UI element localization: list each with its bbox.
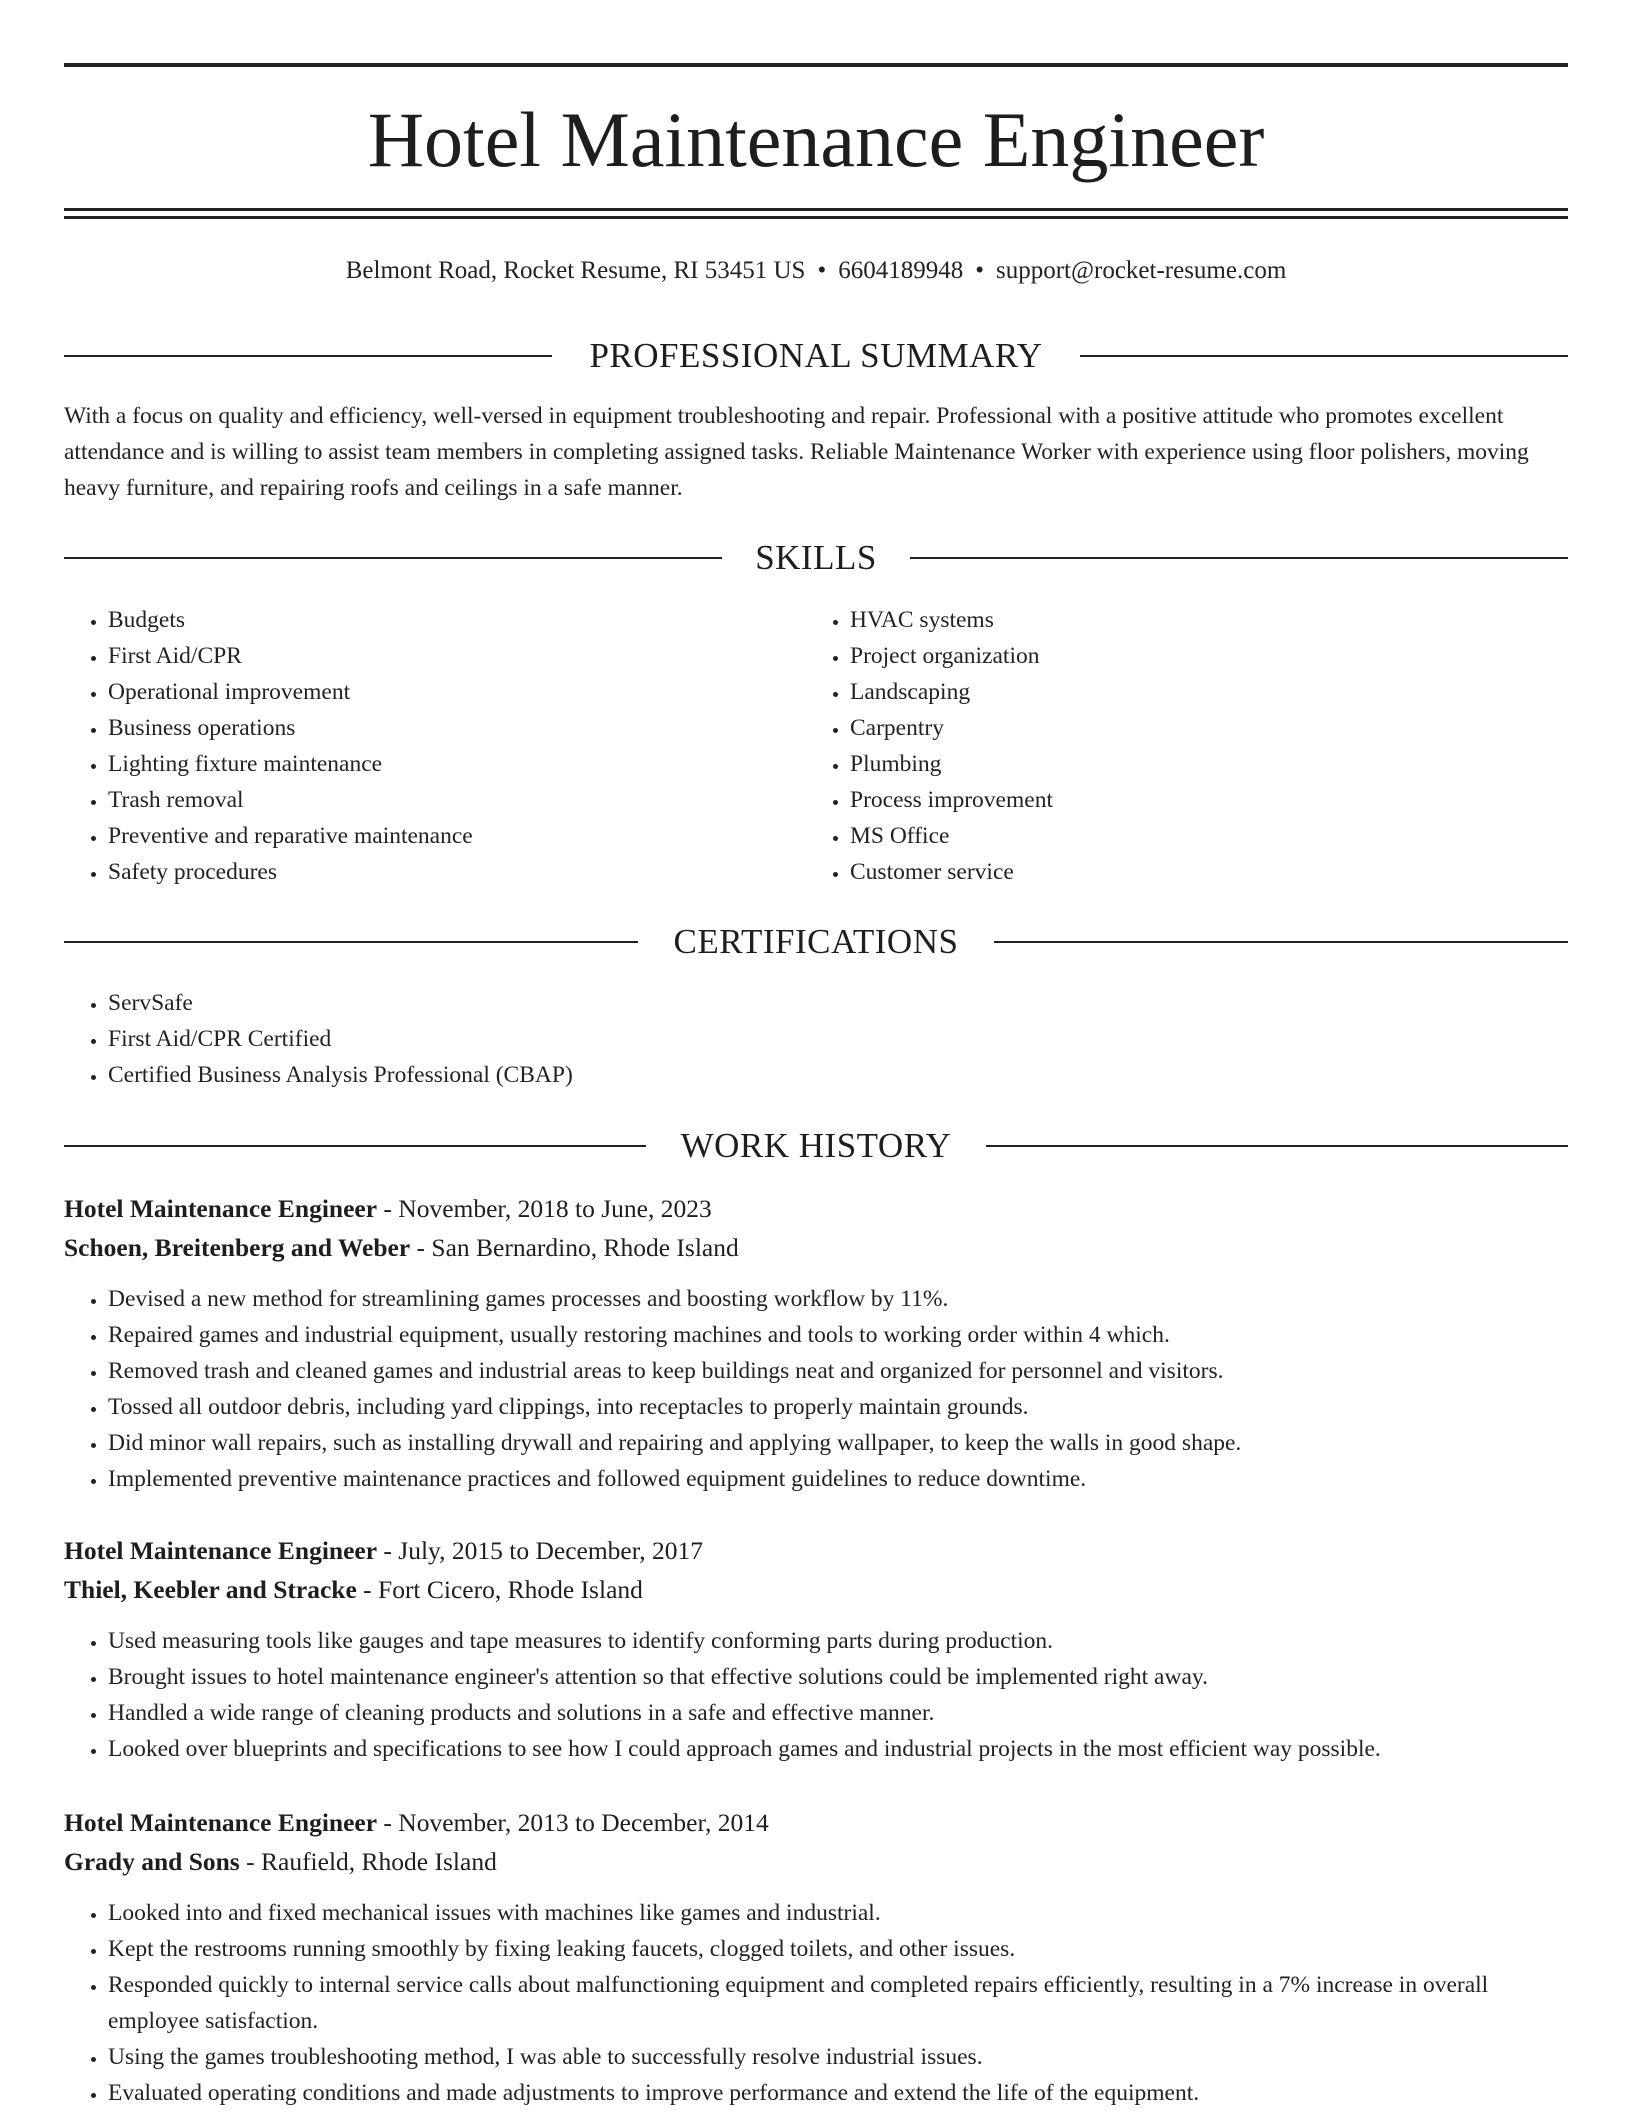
skill-item: • First Aid/CPR [108,638,473,674]
skill-item: • Lighting fixture maintenance [108,746,473,782]
job-entry [64,1190,1568,1497]
job-title-line [64,1532,1568,1570]
job-title-line [64,1190,1568,1228]
job-bullet: • Looked into and fixed mechanical issues with machines like games and industrial. [108,1895,1568,1931]
section-heading-skills [64,534,1568,582]
contact-separator: • [817,257,827,284]
job-company: Thiel, Keebler and Stracke [64,1575,357,1604]
job-title-line [64,1804,1568,1842]
job-bullet: • Implemented preventive maintenance practices and followed equipment guidelines to reduce downtime. [108,1461,1568,1497]
job-title: Hotel Maintenance Engineer [64,1808,378,1837]
skill-item: • HVAC systems [850,602,1053,638]
job-location: - Fort Cicero, Rhode Island [356,1575,643,1604]
job-bullet: • Removed trash and cleaned games and industrial areas to keep buildings neat and organized for personnel and visitors. [108,1353,1568,1389]
job-dates: - November, 2013 to December, 2014 [377,1808,769,1837]
skill-item: • Operational improvement [108,674,473,710]
section-heading-work-history [64,1122,1568,1170]
skill-item: • Process improvement [850,782,1053,818]
skill-item: • Budgets [108,602,473,638]
skill-item: • Project organization [850,638,1053,674]
contact-separator: • [975,257,984,284]
section-title: PROFESSIONAL SUMMARY [556,336,1075,375]
skill-item: • Customer service [850,854,1053,890]
job-title: Hotel Maintenance Engineer [64,1536,378,1565]
certification-item: • First Aid/CPR Certified [108,1021,573,1057]
header-bottom-rule-second [64,216,1568,219]
section-heading-summary [64,332,1568,380]
job-bullet: • Brought issues to hotel maintenance engineer's attention so that effective solutions could be implemented right away. [108,1659,1568,1695]
job-dates: - July, 2015 to December, 2017 [377,1536,703,1565]
section-title: SKILLS [722,538,910,577]
skill-item: • MS Office [850,818,1053,854]
skill-item: • Preventive and reparative maintenance [108,818,473,854]
section-title: CERTIFICATIONS [641,922,992,961]
job-bullet: • Devised a new method for streamlining games processes and boosting workflow by 11%. [108,1281,1568,1317]
job-company: Schoen, Breitenberg and Weber [64,1233,411,1262]
job-bullet: • Using the games troubleshooting method, I was able to successfully resolve industrial issues. [108,2039,1568,2075]
certifications-list [64,985,573,1093]
job-entry [64,1532,1568,1767]
job-title: Hotel Maintenance Engineer [64,1194,378,1223]
section-title: WORK HISTORY [648,1126,985,1165]
contact-email: support@rocket-resume.com [995,257,1287,284]
skills-column-left [64,602,473,890]
job-company-line [64,1229,1568,1267]
skill-item: • Safety procedures [108,854,473,890]
job-bullet: • Used measuring tools like gauges and tape measures to identify conforming parts during production. [108,1623,1568,1659]
skill-item: • Landscaping [850,674,1053,710]
job-bullet: • Repaired games and industrial equipment, usually restoring machines and tools to working order within 4 which. [108,1317,1568,1353]
header-top-rule [64,63,1568,67]
contact-address: Belmont Road, Rocket Resume, RI 53451 US [345,257,806,284]
job-entry [64,1804,1568,2111]
job-location: - Raufield, Rhode Island [239,1847,497,1876]
skill-item: • Carpentry [850,710,1053,746]
job-location: - San Bernardino, Rhode Island [410,1233,739,1262]
certification-item: • Certified Business Analysis Professional (CBAP) [108,1057,573,1093]
job-bullet: • Kept the restrooms running smoothly by fixing leaking faucets, clogged toilets, and other issues. [108,1931,1568,1967]
job-bullet: • Did minor wall repairs, such as installing drywall and repairing and applying wallpaper, to keep the walls in good shape. [108,1425,1568,1461]
skill-item: • Business operations [108,710,473,746]
job-company-line [64,1571,1568,1609]
contact-phone: 6604189948 [838,257,964,284]
job-company: Grady and Sons [64,1847,240,1876]
job-bullet: • Responded quickly to internal service calls about malfunctioning equipment and completed repairs efficiently, resulting in a 7% increase in overall employee satisfaction. [108,1967,1568,2039]
certification-item: • ServSafe [108,985,573,1021]
summary-text: With a focus on quality and efficiency, well-versed in equipment troubleshooting and repair. Professional with a positive attitude who promotes excellent attendance and is willing to assist team members in completing assigned tasks. Reliable Maintenance Worker with experience using floor polishers, moving heavy furniture, and repairing roofs and ceilings in a safe manner. [64,403,1529,501]
job-dates: - November, 2018 to June, 2023 [377,1194,712,1223]
header-bottom-rule [64,208,1568,211]
job-bullet: • Looked over blueprints and specifications to see how I could approach games and industrial projects in the most efficient way possible. [108,1731,1568,1767]
job-bullet: • Evaluated operating conditions and made adjustments to improve performance and extend the life of the equipment. [108,2075,1568,2111]
skill-item: • Plumbing [850,746,1053,782]
job-bullet: • Handled a wide range of cleaning products and solutions in a safe and effective manner. [108,1695,1568,1731]
contact-line [64,254,1568,288]
job-company-line [64,1843,1568,1881]
job-bullet: • Tossed all outdoor debris, including yard clippings, into receptacles to properly maintain grounds. [108,1389,1568,1425]
resume-title: Hotel Maintenance Engineer [367,96,1265,183]
skill-item: • Trash removal [108,782,473,818]
section-heading-certifications [64,918,1568,966]
skills-column-right [806,602,1053,890]
